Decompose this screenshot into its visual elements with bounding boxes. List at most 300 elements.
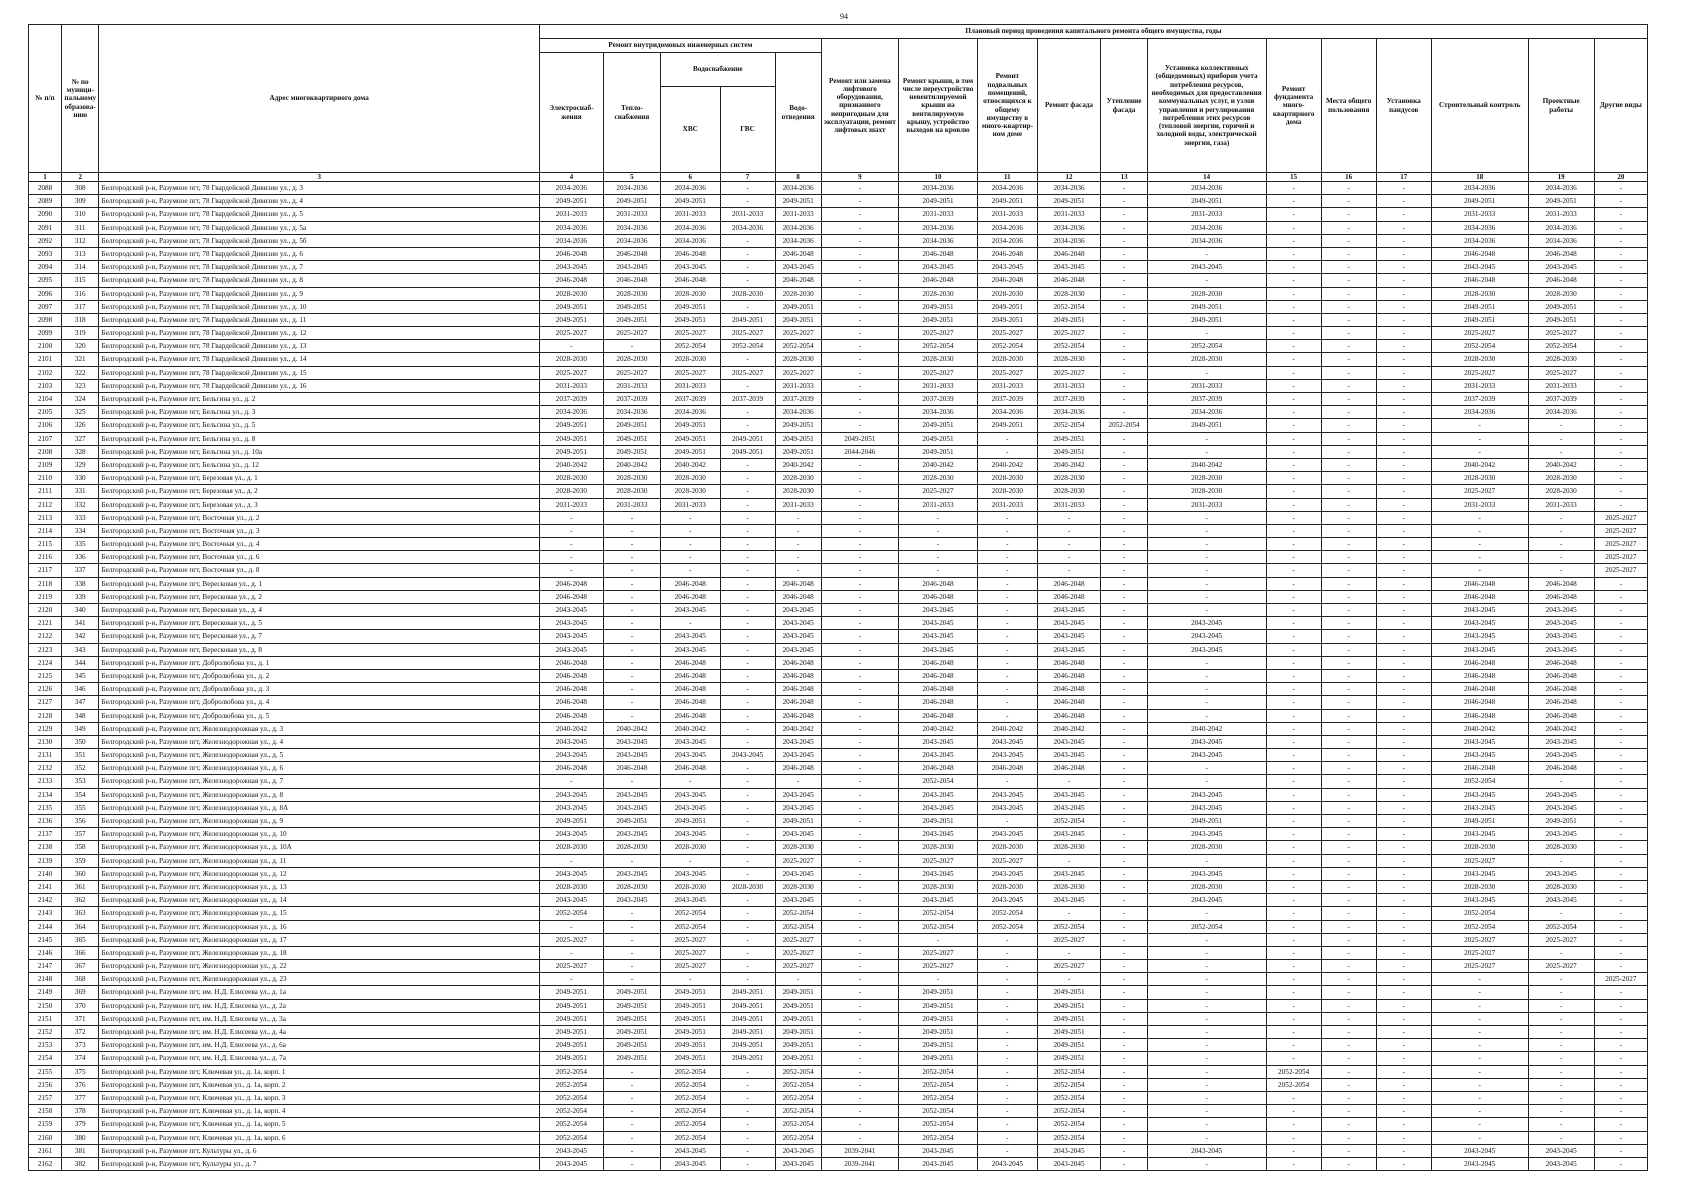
table-cell: 2043-2045 (1431, 1157, 1528, 1170)
table-cell: 2043-2045 (1037, 801, 1101, 814)
table-cell: 2043-2045 (661, 643, 720, 656)
table-cell: 2043-2045 (1528, 749, 1594, 762)
table-cell: 2043-2045 (1528, 1144, 1594, 1157)
table-cell: 2040-2042 (1528, 722, 1594, 735)
table-cell: - (978, 999, 1037, 1012)
table-cell: - (821, 577, 898, 590)
table-row (29, 379, 1648, 392)
table-cell: 2158 (29, 1105, 62, 1118)
table-row (29, 880, 1648, 893)
table-cell: 2101 (29, 353, 62, 366)
table-cell: 2046-2048 (1528, 656, 1594, 669)
table-cell: - (720, 762, 775, 775)
table-cell: 2040-2042 (1431, 722, 1528, 735)
table-cell: 358 (62, 841, 99, 854)
table-cell: - (1101, 735, 1147, 748)
table-cell: - (1266, 617, 1321, 630)
table-cell: 2037-2039 (898, 393, 977, 406)
table-cell: 2031-2033 (898, 379, 977, 392)
table-cell: 2043-2045 (1147, 261, 1266, 274)
table-cell: 2043-2045 (775, 894, 821, 907)
table-cell: 2039-2041 (821, 1144, 898, 1157)
table-row (29, 1144, 1648, 1157)
table-cell: - (603, 683, 660, 696)
table-cell: - (821, 300, 898, 313)
address-cell: Белгородский р-н, Разумное пгт, Березовая ул., д. 1 (99, 472, 539, 485)
table-cell: 2052-2054 (898, 1105, 977, 1118)
table-cell: 2043-2045 (1431, 643, 1528, 656)
table-cell: 2117 (29, 564, 62, 577)
table-cell: 2025-2027 (539, 366, 603, 379)
table-cell: - (1321, 854, 1376, 867)
table-cell: - (821, 393, 898, 406)
table-cell: 2037-2039 (539, 393, 603, 406)
table-cell: 2049-2051 (661, 300, 720, 313)
table-cell: 2037-2039 (661, 393, 720, 406)
address-cell: Белгородский р-н, Разумное пгт, им. Н.Д. Елисеева ул., д. 6а (99, 1039, 539, 1052)
table-cell: - (1528, 854, 1594, 867)
table-cell: 2124 (29, 656, 62, 669)
table-cell: 352 (62, 762, 99, 775)
table-row (29, 406, 1648, 419)
table-cell: - (1376, 1026, 1431, 1039)
table-cell: - (661, 564, 720, 577)
table-cell: 2034-2036 (1431, 406, 1528, 419)
table-row (29, 669, 1648, 682)
table-cell: - (821, 1105, 898, 1118)
table-cell: - (1101, 749, 1147, 762)
table-cell: - (1376, 313, 1431, 326)
table-row (29, 656, 1648, 669)
table-cell: 2052-2054 (661, 1078, 720, 1091)
table-cell: 2123 (29, 643, 62, 656)
column-number: 12 (1037, 173, 1101, 182)
table-cell: 2046-2048 (539, 709, 603, 722)
table-cell: 2046-2048 (539, 274, 603, 287)
table-cell: 2049-2051 (775, 313, 821, 326)
table-cell: - (1266, 696, 1321, 709)
table-cell: 2049-2051 (898, 1012, 977, 1025)
table-cell: - (1266, 221, 1321, 234)
table-cell: 2046-2048 (898, 683, 977, 696)
table-cell: - (603, 1091, 660, 1104)
table-cell: 2043-2045 (1528, 617, 1594, 630)
table-cell: 2028-2030 (1528, 841, 1594, 854)
table-cell: - (821, 722, 898, 735)
table-cell: - (821, 617, 898, 630)
table-cell: 2146 (29, 946, 62, 959)
table-cell: 2028-2030 (978, 353, 1037, 366)
table-cell: - (821, 880, 898, 893)
table-cell: 2043-2045 (1147, 643, 1266, 656)
table-cell: - (1321, 933, 1376, 946)
table-cell: - (1528, 551, 1594, 564)
table-cell: - (1376, 630, 1431, 643)
table-cell: 2025-2027 (1431, 933, 1528, 946)
table-cell: 2046-2048 (898, 247, 977, 260)
table-cell: 2034-2036 (539, 221, 603, 234)
table-cell: - (720, 590, 775, 603)
table-cell: - (1266, 854, 1321, 867)
table-cell: 2043-2045 (1147, 828, 1266, 841)
header-water: Водоснабжение (661, 53, 776, 87)
table-cell: - (898, 551, 977, 564)
table-cell: 2049-2051 (539, 986, 603, 999)
table-cell: - (1376, 880, 1431, 893)
table-cell: - (1266, 907, 1321, 920)
table-cell: - (539, 564, 603, 577)
table-cell: - (1594, 590, 1647, 603)
table-cell: - (1147, 1012, 1266, 1025)
table-cell: - (1101, 366, 1147, 379)
table-cell: - (1528, 1118, 1594, 1131)
table-cell: 372 (62, 1026, 99, 1039)
table-cell: - (720, 274, 775, 287)
table-cell: 319 (62, 327, 99, 340)
table-cell: - (1321, 1091, 1376, 1104)
table-cell: 2049-2051 (720, 999, 775, 1012)
table-cell: - (821, 960, 898, 973)
table-cell: 2043-2045 (1147, 894, 1266, 907)
table-cell: - (1594, 366, 1647, 379)
table-cell: 2025-2027 (1594, 564, 1647, 577)
table-cell: - (1266, 933, 1321, 946)
table-cell: 369 (62, 986, 99, 999)
table-cell: 2142 (29, 894, 62, 907)
table-cell: - (821, 854, 898, 867)
column-number-row (29, 173, 1648, 182)
table-cell: - (720, 353, 775, 366)
table-cell: - (1266, 393, 1321, 406)
table-cell: 2052-2054 (898, 1131, 977, 1144)
header-col-14: Установка коллективных (общедомовых) приборов учета потребления ресурсов, необходимых для предоставления коммунальных услуг, и узлов управления и регулирования потребления этих ресурсов (тепловой энергии, горячей и холодной воды, электрической энергии, газа) (1147, 39, 1266, 173)
table-cell: - (720, 1065, 775, 1078)
table-cell: 2034-2036 (1037, 406, 1101, 419)
table-cell: - (1376, 1012, 1431, 1025)
table-cell: - (978, 1131, 1037, 1144)
table-cell: 2049-2051 (1037, 986, 1101, 999)
table-cell: - (1376, 511, 1431, 524)
table-cell: - (821, 920, 898, 933)
table-cell: 2031-2033 (661, 379, 720, 392)
table-cell: 380 (62, 1131, 99, 1144)
table-cell: 2052-2054 (661, 920, 720, 933)
table-cell: 2097 (29, 300, 62, 313)
table-cell: - (720, 538, 775, 551)
table-cell: 2043-2045 (1037, 788, 1101, 801)
table-cell: 323 (62, 379, 99, 392)
table-cell: - (1321, 590, 1376, 603)
header-col-9: Ремонт или замена лифтового оборудования, признанного непригодным для эксплуатации, ремонт лифтовых шахт (821, 39, 898, 173)
table-cell: - (1594, 762, 1647, 775)
table-cell: 2043-2045 (1431, 801, 1528, 814)
table-cell: 2126 (29, 683, 62, 696)
table-cell: 351 (62, 749, 99, 762)
table-cell: 2046-2048 (775, 709, 821, 722)
table-cell: 2043-2045 (661, 1157, 720, 1170)
table-cell: 2028-2030 (539, 353, 603, 366)
table-cell: - (1321, 683, 1376, 696)
table-row (29, 999, 1648, 1012)
table-cell: - (821, 564, 898, 577)
address-cell: Белгородский р-н, Разумное пгт, Добролюбова ул., д. 1 (99, 656, 539, 669)
table-cell: 2034-2036 (539, 234, 603, 247)
table-cell: - (978, 815, 1037, 828)
table-cell: - (1321, 630, 1376, 643)
table-cell: - (821, 749, 898, 762)
table-cell: - (1528, 1026, 1594, 1039)
table-cell: 322 (62, 366, 99, 379)
address-cell: Белгородский р-н, Разумное пгт, Железнодорожная ул., д. 17 (99, 933, 539, 946)
table-cell: - (821, 841, 898, 854)
table-cell: - (1101, 709, 1147, 722)
table-cell: - (1376, 551, 1431, 564)
header-col-15: Ремонт фундамента много-квартирного дома (1266, 39, 1321, 173)
table-cell: - (1321, 472, 1376, 485)
table-cell: - (1101, 999, 1147, 1012)
table-cell: - (1266, 1105, 1321, 1118)
table-cell: 2049-2051 (775, 999, 821, 1012)
table-cell: - (1528, 538, 1594, 551)
table-cell: 2028-2030 (1147, 880, 1266, 893)
table-row (29, 1105, 1648, 1118)
table-cell: 2052-2054 (1037, 1091, 1101, 1104)
table-cell: 2046-2048 (898, 696, 977, 709)
table-cell: 2145 (29, 933, 62, 946)
table-cell: 354 (62, 788, 99, 801)
table-cell: - (603, 696, 660, 709)
table-cell: 2043-2045 (1147, 617, 1266, 630)
table-cell: - (821, 683, 898, 696)
address-cell: Белгородский р-н, Разумное пгт, Восточная ул., д. 2 (99, 511, 539, 524)
table-cell: 2043-2045 (978, 1157, 1037, 1170)
table-cell: 2028-2030 (603, 353, 660, 366)
table-cell: - (821, 472, 898, 485)
table-cell: 2043-2045 (1037, 735, 1101, 748)
table-cell: - (1147, 1052, 1266, 1065)
table-cell: 2034-2036 (775, 182, 821, 195)
table-cell: - (1147, 564, 1266, 577)
table-cell: - (1376, 1105, 1431, 1118)
table-cell: 2046-2048 (898, 590, 977, 603)
table-row (29, 894, 1648, 907)
address-cell: Белгородский р-н, Разумное пгт, 78 Гвардейской Дивизии ул., д. 10 (99, 300, 539, 313)
table-cell: 2043-2045 (1431, 894, 1528, 907)
table-cell: - (1147, 960, 1266, 973)
table-cell: 2049-2051 (720, 1039, 775, 1052)
table-cell: - (661, 617, 720, 630)
table-cell: - (603, 630, 660, 643)
table-cell: 2037-2039 (603, 393, 660, 406)
table-cell: 320 (62, 340, 99, 353)
table-cell: - (775, 775, 821, 788)
table-cell: 2049-2051 (1528, 195, 1594, 208)
table-cell: 2028-2030 (775, 353, 821, 366)
table-row (29, 458, 1648, 471)
table-cell: - (1266, 880, 1321, 893)
table-cell: 2046-2048 (775, 590, 821, 603)
table-cell: - (775, 538, 821, 551)
table-cell: - (603, 1144, 660, 1157)
table-cell: - (1101, 1131, 1147, 1144)
table-cell: 2046-2048 (775, 656, 821, 669)
table-cell: 2031-2033 (775, 379, 821, 392)
table-cell: 2043-2045 (775, 604, 821, 617)
table-cell: 2049-2051 (1037, 999, 1101, 1012)
table-cell: 2049-2051 (539, 999, 603, 1012)
header-col-16: Места общего пользования (1321, 39, 1376, 173)
table-cell: 2144 (29, 920, 62, 933)
table-cell: 2028-2030 (1431, 353, 1528, 366)
table-cell: 2049-2051 (775, 445, 821, 458)
table-cell: - (1594, 498, 1647, 511)
table-cell: 2129 (29, 722, 62, 735)
table-cell: - (539, 538, 603, 551)
table-cell: - (603, 1157, 660, 1170)
table-cell: 2025-2027 (661, 960, 720, 973)
table-row (29, 973, 1648, 986)
table-cell: 2052-2054 (898, 1078, 977, 1091)
table-cell: - (1376, 432, 1431, 445)
table-cell: 2114 (29, 524, 62, 537)
table-cell: - (1321, 894, 1376, 907)
table-cell: 2052-2054 (1037, 1118, 1101, 1131)
table-cell: - (1376, 485, 1431, 498)
table-cell: - (1266, 669, 1321, 682)
table-cell: - (1266, 762, 1321, 775)
table-cell: 2049-2051 (898, 313, 977, 326)
table-cell: 2143 (29, 907, 62, 920)
table-cell: 2043-2045 (1528, 643, 1594, 656)
table-cell: 2040-2042 (603, 458, 660, 471)
table-cell: - (821, 828, 898, 841)
table-cell: 2043-2045 (775, 261, 821, 274)
page-number: 94 (840, 12, 848, 21)
table-cell: 2119 (29, 590, 62, 603)
table-cell: - (821, 999, 898, 1012)
table-cell: 2034-2036 (1037, 234, 1101, 247)
table-cell: - (1594, 999, 1647, 1012)
table-cell: - (821, 696, 898, 709)
column-number: 1 (29, 173, 62, 182)
table-cell: - (821, 643, 898, 656)
address-cell: Белгородский р-н, Разумное пгт, Добролюбова ул., д. 2 (99, 669, 539, 682)
table-cell: - (1147, 656, 1266, 669)
table-cell: - (978, 617, 1037, 630)
table-cell: 368 (62, 973, 99, 986)
table-cell: 2106 (29, 419, 62, 432)
table-cell: - (1431, 1131, 1528, 1144)
table-cell: 2046-2048 (539, 683, 603, 696)
table-cell: - (821, 406, 898, 419)
address-cell: Белгородский р-н, Разумное пгт, 78 Гвардейской Дивизии ул., д. 8 (99, 274, 539, 287)
table-cell: - (1101, 1039, 1147, 1052)
table-cell: - (1101, 920, 1147, 933)
table-cell: - (1528, 986, 1594, 999)
table-cell: - (1376, 247, 1431, 260)
table-cell: 2049-2051 (603, 313, 660, 326)
table-cell: - (1376, 643, 1431, 656)
header-col-10: Ремонт крыши, в том числе переустройство невентилируемой крыши на вентилируемую крышу, устройство выходов на кровлю (898, 39, 977, 173)
table-cell: - (1101, 327, 1147, 340)
table-cell: - (661, 538, 720, 551)
table-cell: - (1594, 234, 1647, 247)
table-cell: 2037-2039 (775, 393, 821, 406)
table-cell: - (720, 1157, 775, 1170)
table-cell: 2025-2027 (978, 854, 1037, 867)
table-cell: 2028-2030 (603, 485, 660, 498)
table-cell: - (1321, 1105, 1376, 1118)
table-cell: - (1528, 1065, 1594, 1078)
table-cell: - (1321, 379, 1376, 392)
table-cell: 2040-2042 (661, 458, 720, 471)
table-cell: - (1594, 340, 1647, 353)
table-cell: 2052-2054 (775, 1065, 821, 1078)
table-cell: - (1266, 327, 1321, 340)
table-cell: - (1321, 432, 1376, 445)
table-row (29, 854, 1648, 867)
table-cell: 2125 (29, 669, 62, 682)
table-cell: - (1101, 604, 1147, 617)
table-cell: 2052-2054 (898, 1091, 977, 1104)
table-cell: - (1147, 762, 1266, 775)
table-cell: - (1101, 1157, 1147, 1170)
table-cell: - (720, 946, 775, 959)
table-cell: - (1321, 920, 1376, 933)
table-cell: - (1376, 195, 1431, 208)
column-number: 18 (1431, 173, 1528, 182)
table-cell: 345 (62, 669, 99, 682)
header-period: Плановый период проведения капитального ремонта общего имущества, годы (539, 25, 1647, 39)
table-cell: - (720, 406, 775, 419)
table-cell: 2031-2033 (603, 379, 660, 392)
table-cell: - (1101, 379, 1147, 392)
table-cell: - (1321, 458, 1376, 471)
table-body (29, 182, 1648, 1171)
table-cell: - (1594, 195, 1647, 208)
table-cell: 349 (62, 722, 99, 735)
table-cell: 2043-2045 (1037, 1157, 1101, 1170)
table-cell: - (1376, 1144, 1431, 1157)
table-cell: 2046-2048 (1431, 590, 1528, 603)
table-cell: 2052-2054 (539, 1131, 603, 1144)
table-cell: - (1594, 458, 1647, 471)
table-cell: - (1266, 1026, 1321, 1039)
table-cell: 2028-2030 (898, 472, 977, 485)
table-cell: 2025-2027 (1528, 366, 1594, 379)
table-cell: 2034-2036 (720, 221, 775, 234)
table-cell: 2049-2051 (603, 432, 660, 445)
table-cell: - (1431, 1091, 1528, 1104)
table-cell: - (1376, 669, 1431, 682)
table-cell: - (1376, 617, 1431, 630)
table-cell: 2034-2036 (978, 182, 1037, 195)
table-cell: - (1101, 643, 1147, 656)
table-cell: - (821, 986, 898, 999)
table-cell: 348 (62, 709, 99, 722)
table-row (29, 274, 1648, 287)
table-cell: 2046-2048 (1037, 656, 1101, 669)
table-cell: 2025-2027 (539, 327, 603, 340)
table-cell: - (1101, 577, 1147, 590)
table-row (29, 683, 1648, 696)
table-cell: 2028-2030 (1528, 353, 1594, 366)
table-cell: - (1266, 722, 1321, 735)
table-cell: - (603, 1065, 660, 1078)
table-cell: - (720, 907, 775, 920)
table-cell: 2046-2048 (1431, 696, 1528, 709)
table-cell: - (978, 590, 1037, 603)
